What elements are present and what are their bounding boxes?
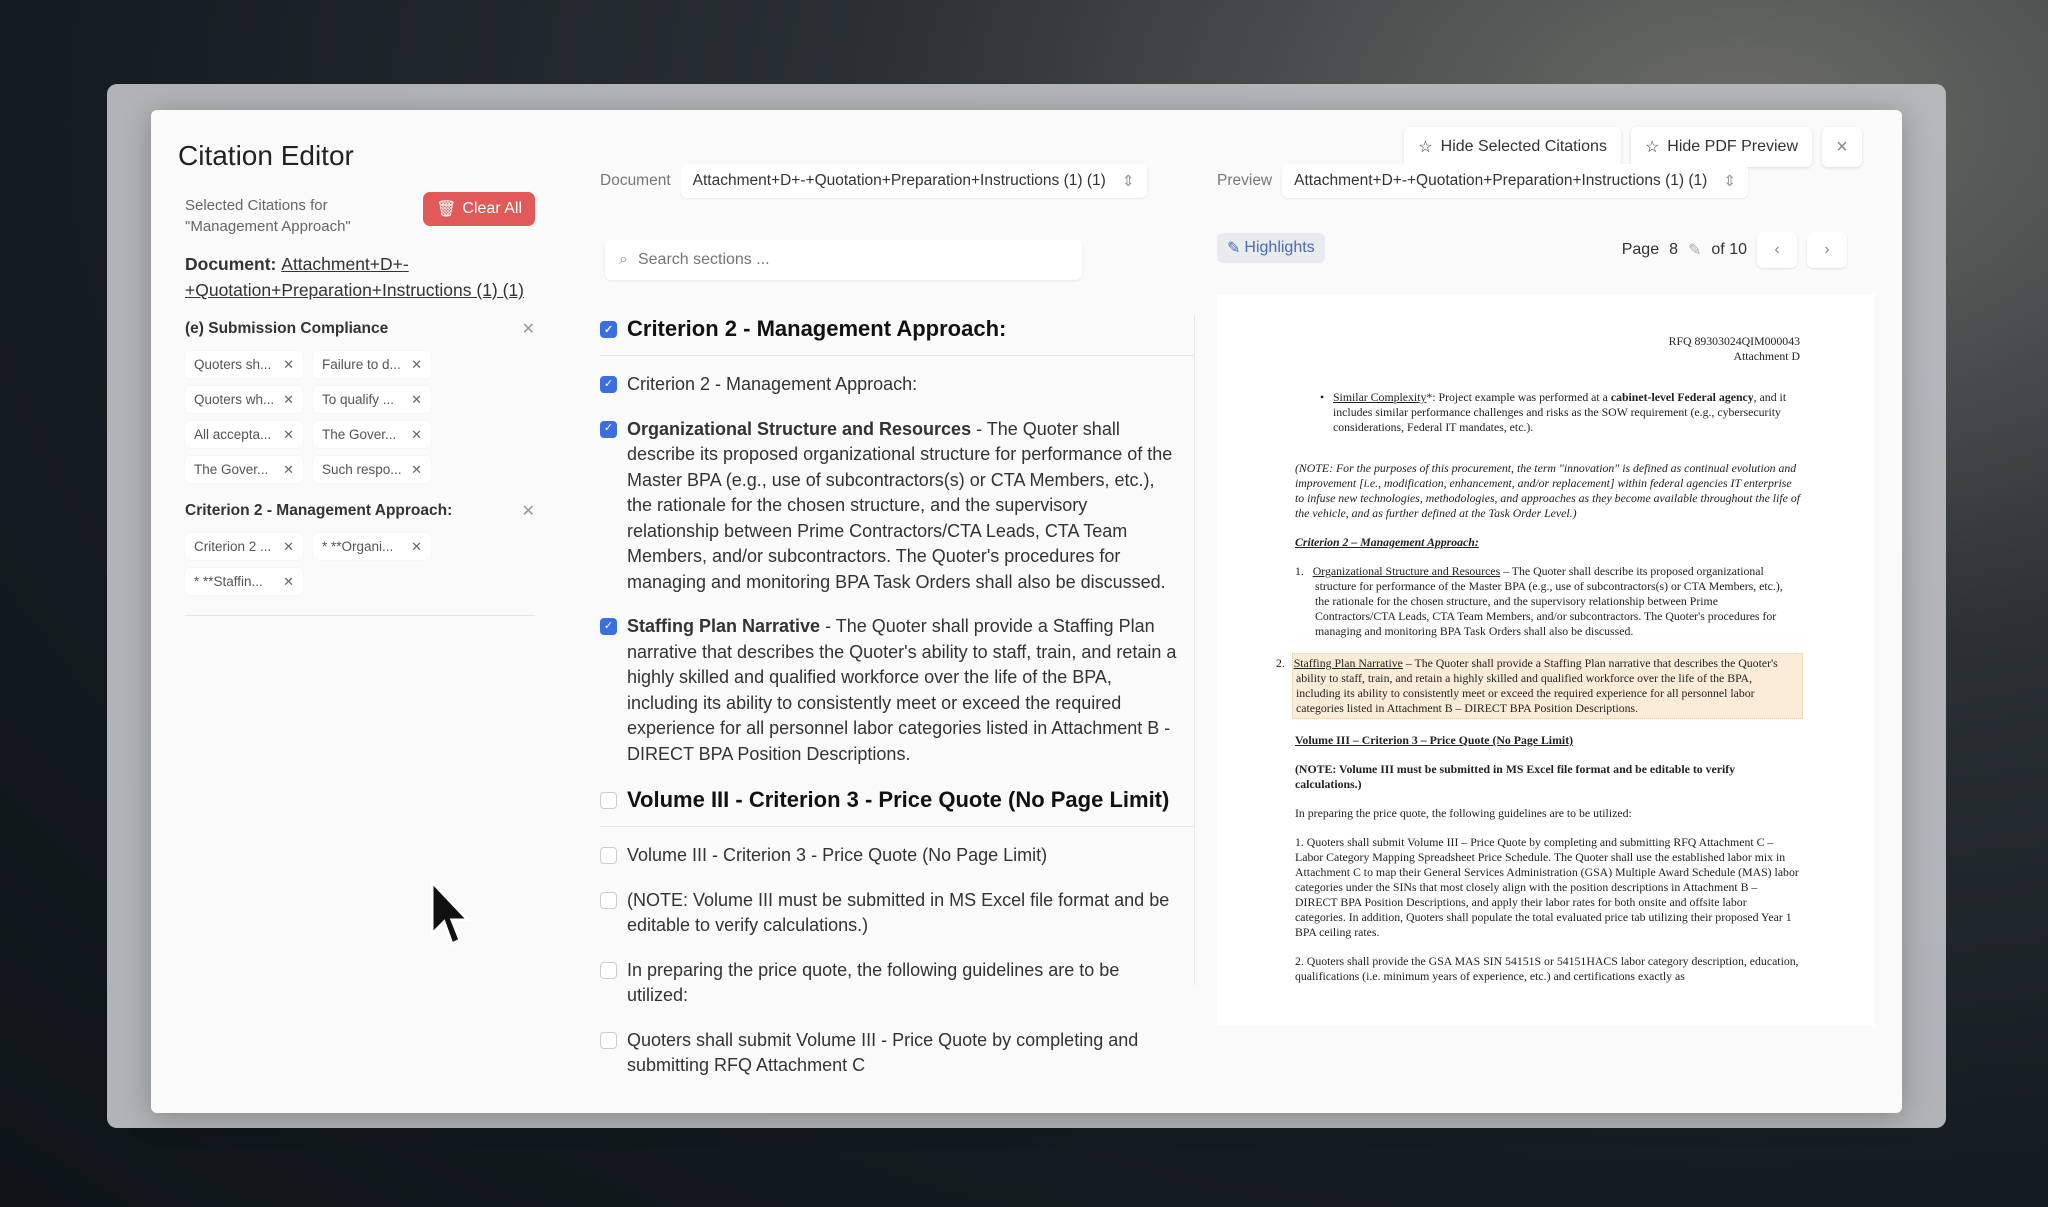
section-item[interactable] [600,372,1194,398]
pdf-text: Organizational Structure and Resources [1312,564,1501,578]
citation-chip[interactable] [313,351,431,378]
section-item[interactable] [600,958,1194,1009]
remove-chip-icon[interactable]: ✕ [411,356,422,372]
citation-group-header [185,317,535,341]
remove-chip-icon[interactable]: ✕ [283,573,294,589]
chip-label: The Gover... [194,462,269,477]
next-page-button[interactable] [1807,232,1847,268]
page-total: of 10 [1711,241,1747,258]
pdf-text: – The Quoter shall describe its proposed organizational structure for performance of the Master BPA (e.g., use of subcontractors(s) or CTA Members, etc.), the rationale for the chosen structure, and the supervisory relationship between Prime Contractors/CTA Leads, CTA Team Members, and/or subcontractors. The Quoter's procedures for managing and monitoring BPA Task Orders shall also be discussed. [1315,564,1783,638]
section-checkbox[interactable]: ✓ [600,421,617,438]
pdf-note: (NOTE: For the purposes of this procurement, the term "innovation" is defined as continual evolution and improvement [i.e., modification, enhancement, and/or replacement] within federal agencies IT enterprise to infuse new technologies, methodologies, and approaches as they become available throughout the life of the vehicle, and as further defined at the Task Order Level.) [1295,461,1800,520]
pencil-icon: ✎ [1227,240,1241,257]
section-checkbox[interactable] [600,847,617,864]
remove-chip-icon[interactable]: ✕ [411,461,422,477]
pin-icon: ☆ [1644,139,1660,156]
document-select[interactable] [681,164,1147,198]
section-item[interactable] [600,1028,1194,1079]
remove-chip-icon[interactable]: ✕ [411,538,422,554]
citation-chip[interactable] [185,421,303,448]
chevron-updown-icon: ⇕ [1723,172,1737,190]
pdf-item: 1. Organizational Structure and Resources – The Quoter shall describe its proposed organizational structure for performance of the Master BPA (e.g., use of subcontractors(s) or CTA Members, etc.), the rationale for the chosen structure, and the supervisory relationship between Prime Contractors/CTA Leads, CTA Team Members, and/or subcontractors. The Quoter's procedures for managing and monitoring BPA Task Orders shall also be discussed. [1295,564,1783,638]
remove-chip-icon[interactable]: ✕ [411,391,422,407]
section-checkbox[interactable] [600,892,617,909]
pdf-page [1217,294,1875,1026]
remove-chip-icon[interactable]: ✕ [411,426,422,442]
section-title: Organizational Structure and Resources [627,418,972,439]
pdf-heading: Volume III – Criterion 3 – Price Quote (No Page Limit) [1295,733,1574,747]
section-body: (NOTE: Volume III must be submitted in MS Excel file format and be editable to verify calculations.) [627,889,1170,935]
edit-page-icon[interactable]: ✎ [1688,242,1702,259]
section-body: - The Quoter shall provide a Staffing Plan narrative that describes the Quoter's ability to staff, train, and retain a highly skilled and qualified workforce over the life of the BPA, including its ability to consistently meet or exceed the required experience for all personnel labor categories listed in Attachment B - DIRECT BPA Position Descriptions. [627,616,1177,764]
citation-chip[interactable] [313,421,431,448]
pdf-text: cabinet-level Federal agency [1610,390,1754,404]
remove-chip-icon[interactable]: ✕ [283,356,294,372]
remove-chip-icon[interactable]: ✕ [283,538,294,554]
pdf-header [1295,334,1800,364]
page-label: Page [1621,241,1660,258]
section-item[interactable] [600,888,1194,939]
search-sections[interactable] [605,240,1082,280]
section-text [627,315,1006,343]
mouse-cursor-icon [430,880,476,950]
section-checkbox[interactable] [600,962,617,979]
pdf-heading: Criterion 2 – Management Approach: [1295,535,1479,549]
citation-chip[interactable] [313,533,431,560]
section-item[interactable] [600,417,1194,596]
chevron-right-icon: › [1824,241,1830,258]
chip-label: Quoters sh... [194,357,272,372]
section-text [627,614,1184,767]
pdf-text: In preparing the price quote, the following guidelines are to be utilized: [1295,806,1632,820]
search-icon: ⌕ [619,251,628,268]
section-checkbox[interactable]: ✓ [600,376,617,393]
pdf-text: Staffing Plan Narrative [1293,656,1403,670]
chip-label: Such respo... [322,462,402,477]
pdf-text: 2. Quoters shall provide the GSA MAS SIN 54151S or 54151HACS labor category description, education, qualifications (i.e. minimum years of experience, etc.) and certifications exactly as [1295,954,1799,983]
document-link[interactable]: Attachment+D+-+Quotation+Preparation+Instructions (1) (1) [185,254,525,300]
rfq-number: RFQ 89303024QIM000043 [1668,334,1800,348]
section-item[interactable] [600,315,1194,356]
section-item[interactable] [600,843,1194,869]
citation-group-header [185,499,535,523]
button-label: Hide PDF Preview [1667,138,1798,155]
section-item[interactable] [600,614,1194,767]
section-checkbox[interactable]: ✓ [600,321,617,338]
section-body: Criterion 2 - Management Approach: [627,374,918,394]
selected-citations-heading: Selected Citations for "Management Approach" [185,197,351,235]
chevron-updown-icon: ⇕ [1121,172,1135,190]
highlights-button[interactable] [1217,233,1325,263]
citation-chip[interactable] [185,568,303,595]
section-checkbox[interactable] [600,792,617,809]
chip-label: All accepta... [194,427,272,442]
remove-chip-icon[interactable]: ✕ [283,461,294,477]
trash-icon: 🗑 [436,201,457,218]
search-input[interactable] [638,251,1068,269]
pdf-highlighted-item[interactable]: 2. Staffing Plan Narrative – The Quoter shall provide a Staffing Plan narrative that describes the Quoter's ability to staff, train, and retain a highly skilled and qualified workforce over the life of the BPA, including its ability to consistently meet or exceed the required experience for all personnel labor categories listed in Attachment B – DIRECT BPA Position Descriptions. [1292,653,1803,719]
chevron-left-icon: ‹ [1774,241,1780,258]
select-value: Attachment+D+-+Quotation+Preparation+Instructions (1) (1) [1294,172,1708,189]
button-label: Clear All [462,200,522,217]
clear-all-button[interactable] [423,192,535,226]
document-label: Document: [185,254,277,274]
pdf-text: 1. Quoters shall submit Volume III – Price Quote by completing and submitting RFQ Attachment C – Labor Category Mapping Spreadsheet Price Schedule. The Quoter shall use the established labor mix in Attachment C to map their General Services Administration (GSA) Multiple Award Schedule (MAS) labor categories under the SINs that most closely align with the position descriptions in Attachment B – DIRECT BPA Position Descriptions, and apply their labor rates for both onsite and offsite labor categories. In addition, Quoters shall populate the total evaluated price tab utilizing their proposed Year 1 BPA ceiling rates. [1295,835,1799,939]
divider [185,615,535,616]
section-item[interactable] [600,786,1194,827]
section-text [627,888,1184,939]
pdf-text: Similar Complexity [1333,390,1427,404]
citation-groups [185,317,535,616]
pdf-text: – The Quoter shall provide a Staffing Plan narrative that describes the Quoter's ability to staff, train, and retain a highly skilled and qualified workforce over the life of the BPA, including its ability to consistently meet or exceed the required experience for all personnel labor categories listed in Attachment B – DIRECT BPA Position Descriptions. [1296,656,1778,715]
remove-group-icon[interactable]: ✕ [521,503,535,520]
chip-label: To qualify ... [322,392,395,407]
section-body: Volume III - Criterion 3 - Price Quote (No Page Limit) [627,787,1170,812]
button-label: Hide Selected Citations [1440,138,1607,155]
preview-label: Preview [1217,172,1273,189]
prev-page-button[interactable] [1757,232,1797,268]
group-title: Criterion 2 - Management Approach: [185,502,453,519]
citation-chip[interactable] [185,456,303,483]
section-title: Staffing Plan Narrative [627,616,821,636]
remove-group-icon[interactable]: ✕ [521,321,535,338]
attachment-label: Attachment D [1733,349,1800,363]
remove-chip-icon[interactable]: ✕ [283,426,294,442]
chip-label: The Gover... [322,427,397,442]
citation-chip[interactable] [313,386,431,413]
dialog-title: Citation Editor [178,140,354,171]
section-checkbox[interactable]: ✓ [600,618,617,635]
sections-panel [600,150,1195,1075]
document-line [185,251,545,303]
chip-label: * **Staffin... [194,574,263,589]
citation-chip[interactable] [313,456,431,483]
section-text [627,372,917,398]
pin-icon: ☆ [1418,139,1433,156]
pdf-preview-panel [1217,150,1877,1040]
group-title: (e) Submission Compliance [185,320,389,337]
pdf-note: (NOTE: Volume III must be submitted in MS Excel file format and be editable to verify calculations.) [1295,762,1736,791]
citation-chip[interactable] [185,351,303,378]
section-body: Volume III - Criterion 3 - Price Quote (No Page Limit) [627,845,1048,865]
section-body: Criterion 2 - Management Approach: [627,316,1007,341]
section-text [627,843,1047,869]
section-body: In preparing the price quote, the following guidelines are to be utilized: [627,959,1120,1005]
document-label: Document [600,172,671,189]
sections-list[interactable] [600,315,1195,1075]
selected-citations-panel [185,195,545,616]
chip-label: Failure to d... [322,357,401,372]
remove-chip-icon[interactable]: ✕ [283,391,294,407]
chip-label: * **Organi... [322,539,394,554]
citation-editor-dialog [151,110,1902,1113]
page-number[interactable]: 8 [1669,241,1678,258]
section-text [627,417,1184,596]
pdf-bullet [1295,390,1800,435]
citation-chip[interactable] [185,386,303,413]
close-icon: × [1836,135,1848,158]
page-navigator [1622,232,1847,268]
section-text [627,1028,1184,1079]
section-body: - The Quoter shall describe its proposed organizational structure for performance of the Master BPA (e.g., use of subcontractors(s) or CTA Members, etc.), the rationale for the chosen structure, and the supervisory relationship between Prime Contractors/CTA Leads, CTA Team Members, and/or subcontractors. The Quoter's procedures for managing and monitoring BPA Task Orders shall also be discussed. [627,418,1173,592]
section-text [627,786,1169,814]
section-checkbox[interactable] [600,1032,617,1049]
chip-label: Criterion 2 ... [194,539,272,554]
section-body: Quoters shall submit Volume III - Price Quote by completing and submitting RFQ Attachment C [627,1029,1139,1075]
chip-label: Quoters wh... [194,392,275,407]
pdf-text: , and it includes similar performance challenges and risks as the SOW requirement (e.g., cybersecurity considerations, Federal IT mandates, etc.). [1333,390,1787,434]
preview-select[interactable] [1282,164,1748,198]
pdf-text: *: Project example was performed at a [1426,390,1611,404]
button-label: Highlights [1244,239,1315,256]
section-text [627,958,1184,1009]
citation-chip[interactable] [185,533,303,560]
select-value: Attachment+D+-+Quotation+Preparation+Instructions (1) (1) [692,172,1106,189]
